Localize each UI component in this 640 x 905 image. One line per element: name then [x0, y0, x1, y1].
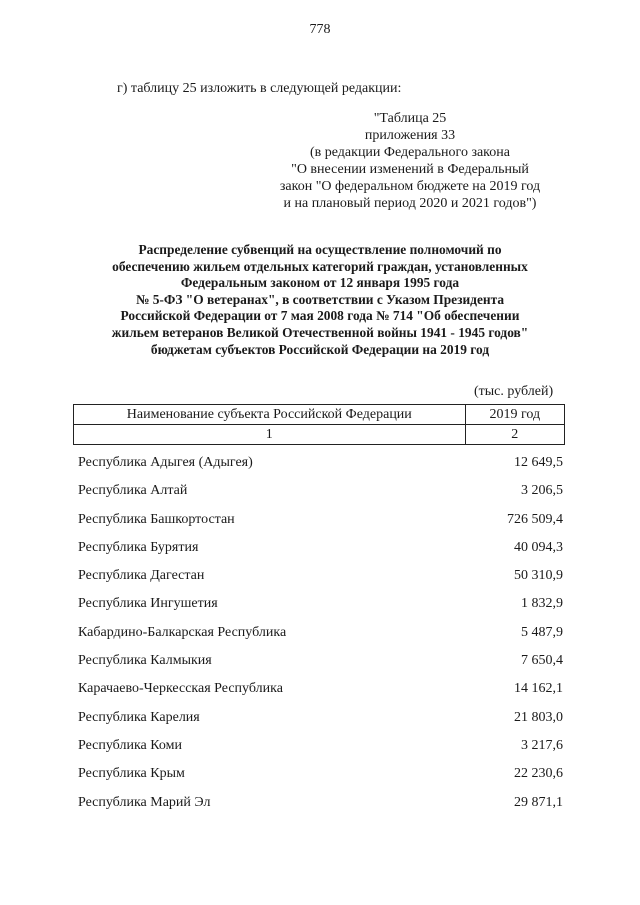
- table-row: [78, 455, 563, 483]
- annex-line: закон "О федеральном бюджете на 2019 год: [279, 179, 541, 194]
- table-row: [78, 625, 563, 653]
- subject-name: Республика Карелия: [78, 709, 200, 725]
- title-line: обеспечению жильем отдельных категорий граждан, установленных: [112, 258, 528, 274]
- subject-value: 22 230,6: [514, 766, 563, 782]
- title-line: Российской Федерации от 7 мая 2008 года № 714 "Об обеспечении: [120, 308, 520, 324]
- column-number-2: 2: [465, 425, 564, 445]
- table-row: [78, 681, 563, 709]
- table-row: [78, 766, 563, 794]
- subject-value: 1 832,9: [521, 596, 563, 612]
- page-number: 778: [309, 22, 331, 37]
- header-row: [74, 405, 565, 425]
- subject-name: Карачаево-Черкесская Республика: [78, 681, 283, 697]
- column-number-1: 1: [74, 425, 466, 445]
- subject-name: Республика Алтай: [78, 483, 188, 499]
- annex-line: и на плановый период 2020 и 2021 годов"): [283, 196, 537, 211]
- table-header: [73, 404, 565, 445]
- table-title: [60, 242, 580, 358]
- subject-name: Кабардино-Балкарская Республика: [78, 624, 287, 640]
- subject-name: Республика Калмыкия: [78, 653, 212, 669]
- title-line: Распределение субвенций на осуществление полномочий по: [138, 242, 502, 257]
- subject-value: 21 803,0: [514, 709, 563, 725]
- table-row: [78, 568, 563, 596]
- annex-line: "Таблица 25: [373, 111, 447, 126]
- subject-value: 40 094,3: [514, 539, 563, 555]
- annex-line: (в редакции Федерального закона: [310, 145, 510, 160]
- subject-name: Республика Адыгея (Адыгея): [78, 455, 253, 470]
- column-number-row: [74, 425, 565, 445]
- subject-name: Республика Ингушетия: [78, 596, 218, 612]
- subject-name: Республика Башкортостан: [78, 511, 235, 527]
- subject-value: 3 217,6: [521, 737, 563, 753]
- subject-value: 726 509,4: [507, 511, 563, 527]
- title-line: Федеральным законом от 12 января 1995 года: [180, 275, 460, 291]
- subject-value: 5 487,9: [521, 624, 563, 640]
- subject-value: 3 206,5: [521, 483, 563, 499]
- title-line: № 5-ФЗ "О ветеранах", в соответствии с Указом Президента: [135, 291, 505, 307]
- amendment-instruction: г) таблицу 25 изложить в следующей редакции:: [117, 81, 402, 96]
- annex-reference: [250, 110, 570, 212]
- subject-name: Республика Марий Эл: [78, 794, 211, 810]
- table-row: [78, 512, 563, 540]
- table-row: [78, 483, 563, 511]
- table-row: [78, 738, 563, 766]
- subject-value: 14 162,1: [514, 681, 563, 697]
- subject-name: Республика Коми: [78, 737, 182, 753]
- title-line: жильем ветеранов Великой Отечественной войны 1941 - 1945 годов": [111, 324, 529, 340]
- subject-value: 12 649,5: [514, 455, 563, 470]
- subject-name: Республика Крым: [78, 766, 185, 782]
- units-label: (тыс. рублей): [474, 384, 554, 399]
- subject-name: Республика Бурятия: [78, 539, 199, 555]
- annex-line: "О внесении изменений в Федеральный: [291, 162, 529, 177]
- table-row: [78, 540, 563, 568]
- subject-value: 29 871,1: [514, 794, 563, 810]
- header-subject: Наименование субъекта Российской Федерации: [74, 405, 466, 425]
- subject-value: 7 650,4: [521, 653, 563, 669]
- annex-line: приложения 33: [364, 128, 456, 143]
- header-year: 2019 год: [465, 405, 564, 425]
- title-line: бюджетам субъектов Российской Федерации на 2019 год: [150, 341, 490, 357]
- table-row: [78, 596, 563, 624]
- subject-name: Республика Дагестан: [78, 568, 205, 584]
- table-row: [78, 795, 563, 823]
- table-row: [78, 653, 563, 681]
- table-row: [78, 710, 563, 738]
- subject-value: 50 310,9: [514, 568, 563, 584]
- table-body: [78, 455, 563, 823]
